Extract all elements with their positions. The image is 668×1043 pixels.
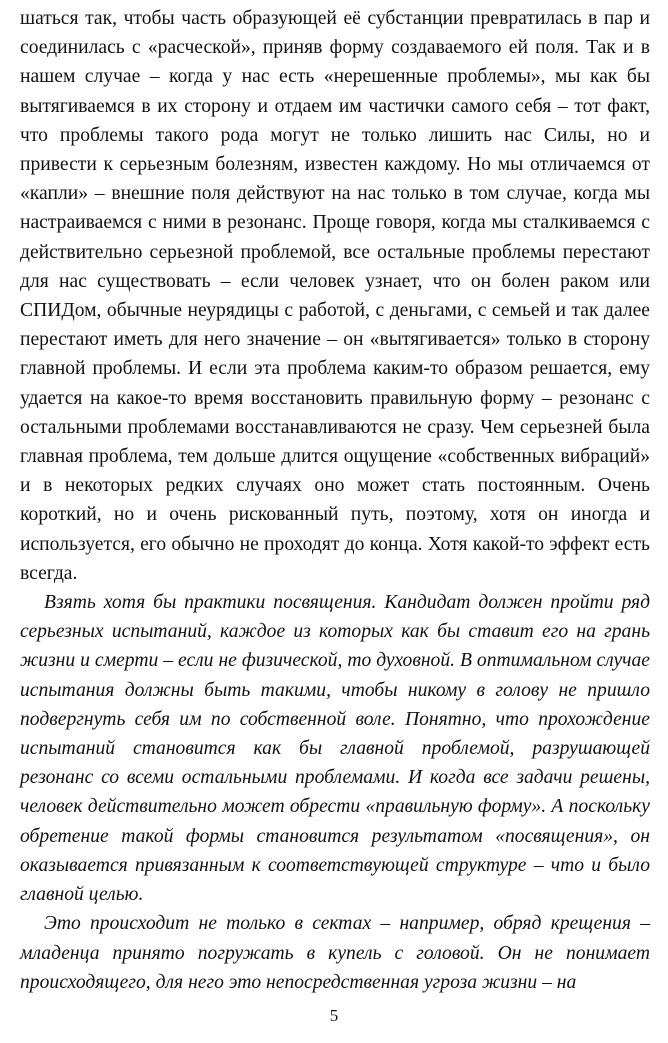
page-number: 5 (329, 1006, 339, 1025)
page-body (20, 4, 650, 997)
paragraph-3: Это происходит не только в сектах – например, обряд крещения – младенца принято погружать в купель с головой. Он не понимает происходящего, для него это непосредственная угроза жизни – на (20, 913, 650, 993)
paragraph-2: Взять хотя бы практики посвящения. Кандидат должен пройти ряд серьезных испытаний, каждое из которых как бы ставит его на грань жизни и смерти – если не физической, то духовной. В оптимальном случае испытания должны быть такими, чтобы никому в голову не пришло подвергнуть себя им по собственной воле. Понятно, что прохождение испытаний становится как бы главной проблемой, разрушающей резонанс со всеми остальными проблемами. И когда все задачи решены, человек действительно может обрести «правильную форму». А поскольку обретение такой формы становится результатом «посвящения», он оказывается привязанным к соответствующей структуре – что и было главной целью. (20, 592, 650, 906)
paragraph-1: шаться так, чтобы часть образующей её субстанции превратилась в пар и соединилась с «расческой», приняв форму создаваемого ей поля. Так и в нашем случае – когда у нас есть «нерешенные проблемы», мы как бы вытягиваемся в их сторону и отдаем им частички самого себя – тот факт, что проблемы такого рода могут не только лишить нас Силы, но и привести к серьезным болезням, известен каждому. Но мы отличаемся от «капли» – внешние поля действуют на нас только в том случае, когда мы настраиваемся с ними в резонанс. Проще говоря, когда мы сталкиваемся с действительно серьезной проблемой, все остальные проблемы перестают для нас существовать – если человек узнает, что он болен раком или СПИДом, обычные неурядицы с работой, с деньгами, с семьей и так далее перестают иметь для него значение – он «вытягивается» только в сторону главной проблемы. И если эта проблема каким-то образом решается, ему удается на какое-то время восстановить правильную форму – резонанс с остальными проблемами восстанавливаются не сразу. Чем серьезней была главная проблема, тем дольше длится ощущение «собственных вибраций» и в некоторых редких случаях оно может стать постоянным. Очень короткий, но и очень рискованный путь, поэтому, хотя он иногда и используется, его обычно не проходят до конца. Хотя какой-то эффект есть всегда. (20, 8, 650, 584)
